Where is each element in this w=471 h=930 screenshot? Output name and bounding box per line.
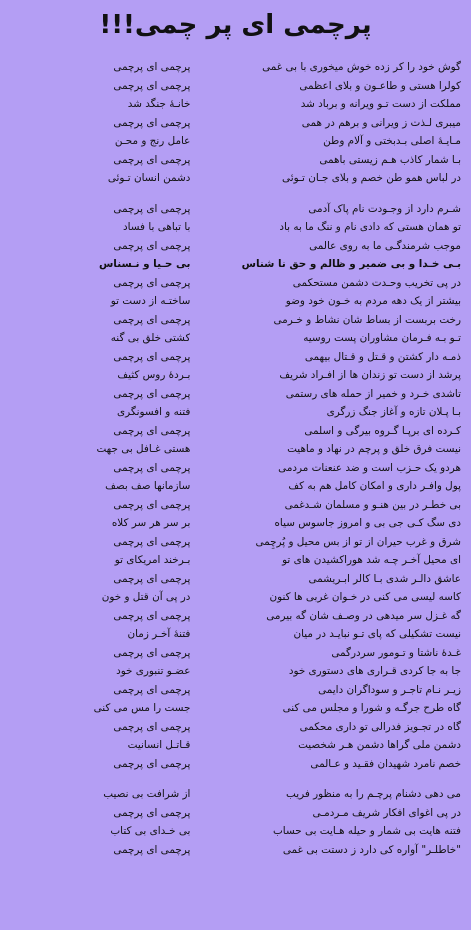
verse-first-half: گاه طرح جرگـه و شورا و مجلس می کنی: [282, 702, 461, 714]
verse-row: [10, 114, 461, 133]
verse-first-half: بـا پـلان تازه و آغاز جنگ زرگری: [326, 406, 461, 418]
verse-row: [10, 132, 461, 151]
verse-refrain: با تباهی با فساد: [123, 221, 191, 233]
verse-first-half: "خاطلـر" آواره کی دارد ز دستت بی غمی: [282, 843, 461, 856]
verse-row: [10, 200, 461, 219]
verse-first-half: رخت بربست از بساط شان نشاط و خـرمی: [273, 313, 461, 326]
verse-first-half: موجب شرمندگـی ما به روی عالمی: [309, 239, 461, 252]
verse-first-half: بیشتر از یک دهه مردم به خـون خود وضو: [285, 295, 461, 307]
verse-refrain: پرچمی ای پرچمی: [113, 239, 191, 252]
verse-refrain: قـاتـل انسانیت: [127, 739, 191, 751]
verse-row: [10, 385, 461, 404]
verse-row: [10, 292, 461, 311]
verse-refrain: پرچمی ای پرچمی: [113, 609, 191, 622]
verse-first-half: گوش خود را کر زده خوش میخوری با بی غمی: [262, 61, 461, 73]
verse-row: [10, 169, 461, 188]
verse-first-half: کاسه لیسی می کنی در خـوان غربی ها کنون: [269, 591, 461, 603]
verse-first-half: بـا شمار کاذب هـم زیستی باهمی: [319, 153, 461, 166]
verse-first-half: می دهی دشنام پرچـم را به منظور فریب: [286, 788, 461, 800]
verse-refrain: بر سر هر سر کلاه: [111, 517, 191, 529]
verse-refrain: بی حـیا و نـسناس: [98, 258, 191, 270]
verse-first-half: گه غـزل سر میدهی در وصـف شان گه بیرمی: [266, 609, 461, 622]
verse-row: [10, 570, 461, 589]
verse-first-half: دشمن ملی گراها دشمن هـر شخصیت: [298, 739, 461, 751]
verse-refrain: پرچمی ای پرچمی: [113, 61, 191, 73]
verse-row: [10, 644, 461, 663]
verse-refrain: پرچمی ای پرچمی: [113, 313, 191, 326]
verse-first-half: عاشق دالـر شدی بـا کالر ابـریشمی: [308, 572, 461, 585]
verse-refrain: دشمن انسان تـوئی: [107, 172, 191, 184]
verse-refrain: عامل رنج و محـن: [114, 135, 191, 147]
verse-refrain: پرچمی ای پرچمی: [113, 350, 191, 363]
verse-row: [10, 151, 461, 170]
verse-refrain: پرچمی ای پرچمی: [113, 806, 191, 819]
verse-row: [10, 533, 461, 552]
verse-refrain: پرچمی ای پرچمی: [113, 276, 191, 289]
verse-first-half: گاه در تجـویز فدرالی تو داری محکمی: [299, 720, 461, 733]
verse-refrain: هستی غـافل بی جهت: [96, 443, 191, 455]
verse-first-half: شـرم دارد از وجـودت نام پاک آدمی: [308, 202, 461, 215]
verse-row: [10, 496, 461, 515]
verse-refrain: پرچمی ای پرچمی: [113, 720, 191, 733]
verse-first-half: ذمـه دار کشتن و قـتل و قـتال بیهمی: [304, 350, 461, 363]
verse-refrain: فتنهٔ آخـر زمان: [127, 628, 191, 640]
verse-refrain: عضـو تنبوری خود: [116, 665, 191, 677]
verse-first-half: بـی خـدا و بی ضمیر و ظالم و حق نا شناس: [241, 258, 461, 270]
poem-title: پرچمی ای پر چمی!!!: [99, 10, 372, 40]
verse-first-half: نیست فرق خلق و پرچم در نهاد و ماهیت: [287, 443, 461, 455]
verse-first-half: تو همان هستی که دادی نام و ننگ ما به باد: [279, 221, 461, 233]
verse-first-half: فتنه هایت بی شمار و حیله هـایت بی حساب: [273, 825, 461, 837]
verse-first-half: پول وافـر داری و امکان کامل هم به کف: [288, 480, 461, 492]
verse-row: [10, 588, 461, 607]
verse-row: [10, 551, 461, 570]
verse-refrain: در پی آن قتل و خون: [101, 591, 191, 603]
verse-refrain: پرچمی ای پرچمی: [113, 757, 191, 770]
verse-refrain: پرچمی ای پرچمی: [113, 646, 191, 659]
verse-row: [10, 607, 461, 626]
verse-refrain: بـرخند امریکای تو: [114, 554, 191, 566]
verse-row: [10, 477, 461, 496]
verse-row: [10, 662, 461, 681]
verse-refrain: پرچمی ای پرچمی: [113, 498, 191, 511]
verse-refrain: بی خـدای بی کتاب: [110, 825, 191, 837]
verse-row: [10, 736, 461, 755]
verse-refrain: ساختـه از دست تو: [110, 295, 191, 307]
verse-row: [10, 237, 461, 256]
verse-row: [10, 718, 461, 737]
verse-row: [10, 625, 461, 644]
verse-row: [10, 329, 461, 348]
verse-refrain: پرچمی ای پرچمی: [113, 202, 191, 215]
verse-row: [10, 785, 461, 804]
verse-refrain: کشتی خلق بی گنه: [110, 332, 191, 344]
verse-first-half: در پی اغوای افکار شریف مـردمـی: [312, 806, 461, 819]
verse-row: [10, 699, 461, 718]
verse-row: [10, 218, 461, 237]
verse-row: [10, 755, 461, 774]
verse-first-half: جا به جا کردی قـراری های دستوری خود: [288, 665, 461, 677]
verse-row: [10, 514, 461, 533]
verse-first-half: کـرده ای برپـا گـروه بیرگی و اسلمی: [304, 424, 461, 437]
poem-body: [10, 58, 461, 859]
verse-refrain: پرچمی ای پرچمی: [113, 153, 191, 166]
verse-row: [10, 681, 461, 700]
verse-refrain: پرچمی ای پرچمی: [113, 116, 191, 129]
verse-row: [10, 366, 461, 385]
verse-first-half: زیـر نـام تاجـر و سوداگران دایمی: [318, 683, 461, 696]
verse-first-half: خصم نامرد شهیدان فقـید و عـالمی: [310, 757, 461, 770]
verse-first-half: دی سگ کـی جی بی و امروز جاسوس سیاه: [274, 517, 461, 529]
verse-first-half: شرق و غرب حیران از تو از بس محیل و پُرچِمی: [255, 535, 461, 548]
verse-refrain: پرچمی ای پرچمی: [113, 424, 191, 437]
verse-row: [10, 459, 461, 478]
verse-row: [10, 311, 461, 330]
verse-first-half: پرشد از دست تو زندان ها از افـراد شریف: [279, 369, 461, 381]
verse-row: [10, 77, 461, 96]
verse-refrain: پرچمی ای پرچمی: [113, 387, 191, 400]
verse-refrain: بـردهٔ روس کثیف: [117, 369, 191, 381]
verse-first-half: در لباس همو طن خصم و بلای جـان تـوئی: [282, 172, 461, 184]
verse-row: [10, 348, 461, 367]
verse-row: [10, 255, 461, 274]
verse-row: [10, 95, 461, 114]
verse-first-half: نیست تشکیلی که پای تـو نبایـد در میان: [293, 628, 461, 640]
verse-first-half: مملکت از دست تـو ویرانه و برباد شد: [300, 98, 461, 110]
verse-row: [10, 822, 461, 841]
verse-row: [10, 274, 461, 293]
verse-row: [10, 804, 461, 823]
verse-refrain: پرچمی ای پرچمی: [113, 843, 191, 856]
verse-first-half: تـو بـه فـرمان مشاوران پست روسیه: [303, 332, 461, 344]
verse-row: [10, 422, 461, 441]
verse-refrain: پرچمی ای پرچمی: [113, 572, 191, 585]
verse-first-half: تاشدی خـرد و خمیر از حمله های رستمی: [285, 387, 461, 400]
verse-refrain: پرچمی ای پرچمی: [113, 683, 191, 696]
verse-first-half: ای محیل آخـر چـه شد هوراکشیدن های تو: [282, 554, 461, 566]
verse-first-half: کولرا هستی و طاعـون و بلای اعظمی: [299, 79, 461, 92]
verse-first-half: میبری لـذت ز ویرانی و برهم در همی: [301, 116, 461, 129]
verse-row: [10, 440, 461, 459]
verse-row: [10, 841, 461, 860]
verse-refrain: سازمانها صف بصف: [105, 480, 191, 492]
verse-first-half: غـدهٔ ناشتا و تـومور سردرگمی: [331, 646, 461, 659]
verse-refrain: پرچمی ای پرچمی: [113, 461, 191, 474]
verse-refrain: پرچمی ای پرچمی: [113, 535, 191, 548]
verse-row: [10, 403, 461, 422]
verse-first-half: مـایـهٔ اصلی بـدبختی و آلام وطن: [323, 135, 461, 147]
verse-first-half: در پی تخریب وحـدت دشمن مستحکمی: [292, 276, 461, 289]
verse-first-half: بی خطـر در بین هنـو و مسلمان شـدغمی: [284, 498, 461, 511]
verse-refrain: پرچمی ای پرچمی: [113, 79, 191, 92]
verse-row: [10, 58, 461, 77]
verse-refrain: خانـهٔ جنگد شد: [127, 98, 191, 110]
verse-refrain: فتنه و افسونگری: [116, 406, 191, 418]
verse-refrain: از شرافت بی نصیب: [103, 788, 191, 800]
verse-refrain: جست را مس می کنی: [93, 702, 191, 714]
verse-first-half: هردو یک حـزب است و ضد عنعنات مردمی: [278, 461, 461, 474]
